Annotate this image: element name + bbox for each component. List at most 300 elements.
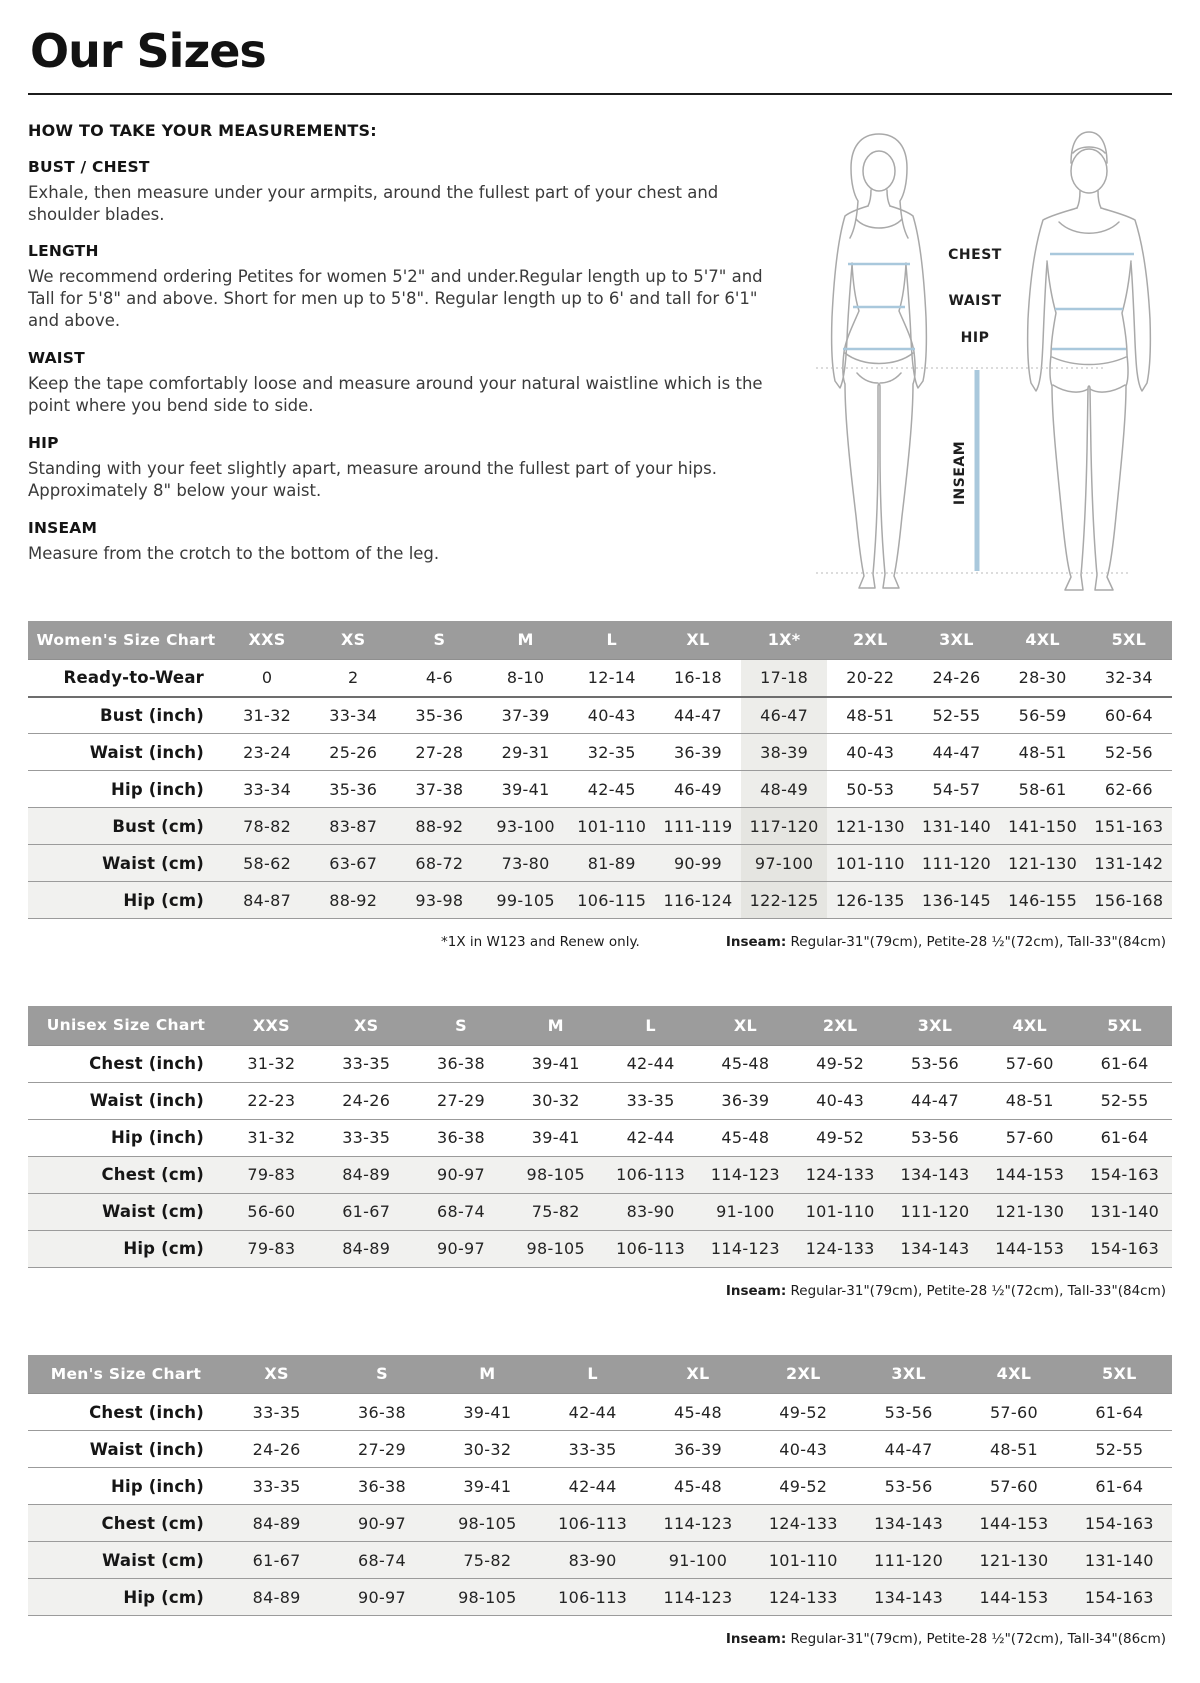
table-row (28, 771, 1172, 808)
page-title: Our Sizes (30, 24, 266, 78)
size-cell: 27-29 (436, 1091, 485, 1111)
size-cell: 53-56 (910, 1128, 959, 1148)
row-label: Hip (inch) (110, 1476, 204, 1496)
row-label: Hip (inch) (110, 1128, 204, 1148)
size-cell: 48-51 (1005, 1091, 1054, 1111)
size-cell: 134-143 (900, 1239, 970, 1259)
size-cell: 141-150 (1008, 816, 1078, 836)
table-row (28, 1579, 1172, 1616)
size-column-header: XXS (224, 621, 310, 660)
size-cell: 56-60 (247, 1202, 296, 1222)
size-cell: 114-123 (710, 1165, 780, 1185)
size-cell: 121-130 (835, 816, 905, 836)
section-body: Measure from the crotch to the bottom of the leg. (28, 544, 440, 564)
chest-label: CHEST (948, 246, 1002, 263)
table-row (28, 1045, 1172, 1082)
size-cell: 61-64 (1095, 1402, 1144, 1422)
size-cell: 42-44 (626, 1128, 675, 1148)
size-cell: 48-51 (846, 705, 895, 725)
section-bust-chest (28, 158, 776, 226)
size-column-header: 2XL (793, 1006, 888, 1045)
size-cell: 48-51 (1018, 742, 1067, 762)
size-cell: 154-163 (1090, 1239, 1160, 1259)
size-cell: 84-89 (252, 1513, 301, 1533)
size-cell: 36-39 (673, 742, 722, 762)
row-label: Waist (inch) (89, 742, 204, 762)
size-cell: 39-41 (463, 1402, 512, 1422)
size-cell: 16-18 (673, 668, 722, 688)
size-column-header: 3XL (856, 1355, 961, 1394)
inseam-note-text: Regular-31"(79cm), Petite-28 ½"(72cm), Tall-33"(84cm) (786, 934, 1166, 951)
size-cell: 36-38 (436, 1054, 485, 1074)
size-cell: 44-47 (673, 705, 722, 725)
size-cell: 144-153 (979, 1513, 1049, 1533)
size-cell: 20-22 (846, 668, 895, 688)
size-cell: 99-105 (496, 890, 555, 910)
size-cell: 121-130 (979, 1550, 1049, 1570)
size-cell: 58-62 (243, 853, 292, 873)
size-cell: 60-64 (1104, 705, 1153, 725)
inseam-note-label: Inseam: (725, 934, 787, 951)
size-cell: 93-98 (415, 890, 464, 910)
waist-label: WAIST (948, 292, 1002, 309)
inseam-note (726, 934, 1166, 950)
size-cell: 33-35 (626, 1091, 675, 1111)
size-cell: 42-45 (587, 779, 636, 799)
row-label: Bust (inch) (100, 705, 204, 725)
one-x-footnote: *1X in W123 and Renew only. (441, 934, 640, 951)
measurement-instructions (28, 119, 776, 603)
hip-label: HIP (960, 329, 990, 346)
size-column-header: XS (310, 621, 396, 660)
size-cell: 53-56 (884, 1402, 933, 1422)
size-cell: 101-110 (835, 853, 905, 873)
size-cell: 33-35 (252, 1476, 301, 1496)
size-cell: 30-32 (531, 1091, 580, 1111)
mens-size-chart-section (28, 1355, 1172, 1648)
instructions-heading: HOW TO TAKE YOUR MEASUREMENTS: (28, 120, 377, 140)
size-cell: 33-34 (243, 779, 292, 799)
size-cell: 40-43 (779, 1439, 828, 1459)
size-cell: 45-48 (721, 1054, 770, 1074)
size-cell: 62-66 (1104, 779, 1153, 799)
table-row (28, 1119, 1172, 1156)
section-title: HIP (28, 434, 59, 453)
size-cell: 98-105 (526, 1239, 586, 1259)
size-cell: 61-67 (342, 1202, 391, 1222)
table-row (28, 1230, 1172, 1267)
size-cell: 126-135 (835, 890, 905, 910)
size-column-header: S (414, 1006, 509, 1045)
table-row (28, 1156, 1172, 1193)
size-cell: 111-120 (921, 853, 991, 873)
size-cell: 84-89 (342, 1239, 391, 1259)
size-cell: 31-32 (247, 1128, 296, 1148)
size-cell: 88-92 (329, 890, 378, 910)
womens-size-table (28, 621, 1172, 920)
size-cell: 37-38 (415, 779, 464, 799)
size-cell: 111-119 (663, 816, 733, 836)
size-cell: 124-133 (805, 1165, 875, 1185)
size-cell: 101-110 (768, 1550, 838, 1570)
size-cell: 93-100 (496, 816, 555, 836)
size-cell: 57-60 (1005, 1054, 1054, 1074)
table-row (28, 1542, 1172, 1579)
size-column-header: 2XL (751, 1355, 856, 1394)
size-cell: 106-113 (616, 1239, 686, 1259)
size-cell: 36-38 (357, 1476, 406, 1496)
row-label: Hip (cm) (123, 1587, 204, 1607)
size-cell: 116-124 (663, 890, 733, 910)
size-cell: 49-52 (816, 1054, 865, 1074)
size-cell: 98-105 (458, 1513, 517, 1533)
section-hip (28, 434, 776, 502)
table-row (28, 1431, 1172, 1468)
size-cell: 97-100 (741, 845, 827, 882)
size-cell: 40-43 (846, 742, 895, 762)
size-cell: 42-44 (568, 1402, 617, 1422)
size-cell: 111-120 (874, 1550, 944, 1570)
size-cell: 61-64 (1100, 1054, 1149, 1074)
size-cell: 0 (261, 668, 273, 688)
size-cell: 84-89 (342, 1165, 391, 1185)
table-row (28, 882, 1172, 919)
size-cell: 156-168 (1094, 890, 1164, 910)
size-cell: 33-34 (329, 705, 378, 725)
row-label: Waist (cm) (102, 1550, 204, 1570)
womens-size-chart-section (28, 621, 1172, 951)
size-cell: 22-23 (247, 1091, 296, 1111)
size-cell: 49-52 (816, 1128, 865, 1148)
size-cell: 30-32 (463, 1439, 512, 1459)
size-cell: 68-74 (357, 1550, 406, 1570)
size-cell: 53-56 (910, 1054, 959, 1074)
size-cell: 39-41 (531, 1054, 580, 1074)
inseam-note (726, 1283, 1166, 1299)
size-cell: 68-74 (436, 1202, 485, 1222)
section-waist (28, 349, 776, 417)
body-measurement-diagram-svg (794, 121, 1172, 599)
size-cell: 151-163 (1094, 816, 1164, 836)
size-cell: 61-67 (252, 1550, 301, 1570)
size-column-header: 4XL (982, 1006, 1077, 1045)
size-column-header: XXS (224, 1006, 319, 1045)
size-cell: 134-143 (874, 1587, 944, 1607)
row-label: Bust (cm) (112, 816, 204, 836)
size-cell: 4-6 (425, 668, 453, 688)
size-cell: 63-67 (329, 853, 378, 873)
size-cell: 39-41 (463, 1476, 512, 1496)
row-label: Chest (cm) (101, 1513, 204, 1533)
size-cell: 81-89 (587, 853, 636, 873)
unisex-size-chart-section (28, 1006, 1172, 1299)
size-cell: 42-44 (626, 1054, 675, 1074)
size-cell: 24-26 (342, 1091, 391, 1111)
size-cell: 27-29 (357, 1439, 406, 1459)
size-cell: 39-41 (531, 1128, 580, 1148)
female-silhouette (832, 134, 927, 588)
reference-dotted-lines (816, 368, 1128, 573)
mens-size-table (28, 1355, 1172, 1617)
size-column-header: 5XL (1067, 1355, 1172, 1394)
size-cell: 144-153 (995, 1165, 1065, 1185)
inseam-note-label: Inseam: (725, 1282, 787, 1299)
size-column-header: L (540, 1355, 645, 1394)
size-column-header: 3XL (913, 621, 999, 660)
row-label: Waist (cm) (102, 853, 204, 873)
size-cell: 90-97 (357, 1587, 406, 1607)
size-cell: 144-153 (979, 1587, 1049, 1607)
section-body: Standing with your feet slightly apart, measure around the fullest part of your hips. Approximately 8" below your waist. (28, 459, 717, 501)
table-title: Men's Size Chart (28, 1355, 224, 1394)
size-cell: 75-82 (531, 1202, 580, 1222)
table-row (28, 1193, 1172, 1230)
size-cell: 106-113 (558, 1587, 628, 1607)
size-cell: 17-18 (741, 660, 827, 697)
size-column-header: XS (319, 1006, 414, 1045)
row-label: Ready-to-Wear (63, 668, 204, 688)
size-cell: 35-36 (329, 779, 378, 799)
size-cell: 114-123 (663, 1587, 733, 1607)
size-cell: 88-92 (415, 816, 464, 836)
size-cell: 24-26 (252, 1439, 301, 1459)
size-cell: 45-48 (673, 1476, 722, 1496)
table-row (28, 808, 1172, 845)
size-cell: 44-47 (884, 1439, 933, 1459)
section-body: Exhale, then measure under your armpits, around the fullest part of your chest and shoulder blades. (28, 182, 719, 224)
table-row (28, 1082, 1172, 1119)
size-cell: 68-72 (415, 853, 464, 873)
size-column-header: M (483, 621, 569, 660)
size-cell: 52-55 (932, 705, 981, 725)
size-cell: 83-90 (568, 1550, 617, 1570)
size-cell: 90-99 (673, 853, 722, 873)
size-cell: 83-87 (329, 816, 378, 836)
size-cell: 91-100 (668, 1550, 728, 1570)
size-cell: 57-60 (989, 1476, 1038, 1496)
mens-table-notes (28, 1631, 1166, 1647)
size-cell: 154-163 (1084, 1513, 1154, 1533)
size-cell: 90-97 (436, 1239, 485, 1259)
size-cell: 122-125 (741, 882, 827, 919)
size-column-header: 4XL (961, 1355, 1066, 1394)
size-cell: 33-35 (342, 1054, 391, 1074)
size-cell: 91-100 (716, 1202, 775, 1222)
size-cell: 101-110 (577, 816, 647, 836)
size-cell: 114-123 (663, 1513, 733, 1533)
size-column-header: M (508, 1006, 603, 1045)
size-cell: 83-90 (626, 1202, 675, 1222)
size-cell: 53-56 (884, 1476, 933, 1496)
size-cell: 131-140 (1084, 1550, 1154, 1570)
row-label: Hip (cm) (123, 890, 204, 910)
size-cell: 25-26 (329, 742, 378, 762)
size-cell: 124-133 (768, 1513, 838, 1533)
size-cell: 23-24 (243, 742, 292, 762)
unisex-size-table (28, 1006, 1172, 1268)
size-cell: 73-80 (501, 853, 550, 873)
size-cell: 121-130 (995, 1202, 1065, 1222)
size-cell: 124-133 (768, 1587, 838, 1607)
section-inseam (28, 519, 776, 565)
size-cell: 33-35 (342, 1128, 391, 1148)
size-cell: 144-153 (995, 1239, 1065, 1259)
size-cell: 154-163 (1084, 1587, 1154, 1607)
size-cell: 136-145 (921, 890, 991, 910)
size-column-header: 3XL (888, 1006, 983, 1045)
table-row (28, 1505, 1172, 1542)
section-title: WAIST (28, 349, 85, 368)
size-cell: 8-10 (506, 668, 545, 688)
size-cell: 90-97 (436, 1165, 485, 1185)
row-label: Chest (inch) (89, 1402, 204, 1422)
table-row (28, 660, 1172, 697)
size-cell: 36-39 (673, 1439, 722, 1459)
size-cell: 35-36 (415, 705, 464, 725)
size-cell: 40-43 (816, 1091, 865, 1111)
size-cell: 29-31 (501, 742, 550, 762)
male-silhouette (1028, 132, 1151, 590)
section-title: LENGTH (28, 242, 99, 261)
size-cell: 84-87 (243, 890, 292, 910)
section-title: INSEAM (28, 519, 98, 538)
size-cell: 54-57 (932, 779, 981, 799)
inseam-note-text: Regular-31"(79cm), Petite-28 ½"(72cm), Tall-34"(86cm) (786, 1631, 1166, 1648)
size-cell: 44-47 (910, 1091, 959, 1111)
size-column-header: XL (655, 621, 741, 660)
size-column-header: L (603, 1006, 698, 1045)
row-label: Waist (cm) (102, 1202, 204, 1222)
section-title: BUST / CHEST (28, 157, 150, 176)
size-column-header: 5XL (1086, 621, 1172, 660)
size-cell: 12-14 (587, 668, 636, 688)
size-cell: 154-163 (1090, 1165, 1160, 1185)
size-column-header: 1X* (741, 621, 827, 660)
size-cell: 52-55 (1095, 1439, 1144, 1459)
size-cell: 117-120 (741, 808, 827, 845)
size-cell: 124-133 (805, 1239, 875, 1259)
unisex-table-notes (28, 1283, 1166, 1299)
size-column-header: S (396, 621, 482, 660)
size-cell: 36-38 (436, 1128, 485, 1148)
size-cell: 49-52 (779, 1476, 828, 1496)
size-cell: 58-61 (1018, 779, 1067, 799)
size-column-header: XL (698, 1006, 793, 1045)
womens-table-notes (28, 934, 1166, 950)
row-label: Waist (inch) (89, 1091, 204, 1111)
size-cell: 38-39 (741, 734, 827, 771)
table-row (28, 1468, 1172, 1505)
size-cell: 75-82 (463, 1550, 512, 1570)
size-cell: 61-64 (1100, 1128, 1149, 1148)
size-cell: 45-48 (673, 1402, 722, 1422)
size-cell: 57-60 (989, 1402, 1038, 1422)
table-row (28, 697, 1172, 734)
table-row (28, 845, 1172, 882)
size-cell: 84-89 (252, 1587, 301, 1607)
title-divider (28, 93, 1172, 95)
size-cell: 79-83 (247, 1165, 296, 1185)
inseam-note-text: Regular-31"(79cm), Petite-28 ½"(72cm), Tall-33"(84cm) (786, 1282, 1166, 1299)
size-cell: 48-49 (741, 771, 827, 808)
size-cell: 33-35 (568, 1439, 617, 1459)
row-label: Hip (cm) (123, 1239, 204, 1259)
size-cell: 121-130 (1008, 853, 1078, 873)
size-cell: 131-142 (1094, 853, 1164, 873)
section-body: We recommend ordering Petites for women 5'2" and under.Regular length up to 5'7" and Tall for 5'8" and above. Short for men up to 5'8". Regular length up to 6' and tall for 6'1" and above. (28, 267, 763, 331)
measurement-figure (794, 119, 1172, 603)
section-body: Keep the tape comfortably loose and measure around your natural waistline which is the point where you bend side to side. (28, 374, 763, 416)
size-cell: 111-120 (900, 1202, 970, 1222)
size-cell: 44-47 (932, 742, 981, 762)
size-column-header: L (569, 621, 655, 660)
size-cell: 28-30 (1018, 668, 1067, 688)
size-cell: 50-53 (846, 779, 895, 799)
size-cell: 78-82 (243, 816, 292, 836)
size-cell: 36-39 (721, 1091, 770, 1111)
size-cell: 56-59 (1018, 705, 1067, 725)
size-cell: 52-55 (1100, 1091, 1149, 1111)
size-cell: 39-41 (501, 779, 550, 799)
size-cell: 106-113 (558, 1513, 628, 1533)
size-cell: 36-38 (357, 1402, 406, 1422)
size-cell: 106-115 (577, 890, 647, 910)
size-cell: 27-28 (415, 742, 464, 762)
size-cell: 146-155 (1008, 890, 1078, 910)
size-column-header: 5XL (1077, 1006, 1172, 1045)
size-cell: 48-51 (989, 1439, 1038, 1459)
size-cell: 114-123 (710, 1239, 780, 1259)
table-row (28, 1394, 1172, 1431)
size-column-header: S (329, 1355, 434, 1394)
size-cell: 32-34 (1104, 668, 1153, 688)
table-row (28, 734, 1172, 771)
row-label: Chest (cm) (101, 1165, 204, 1185)
size-cell: 134-143 (874, 1513, 944, 1533)
size-cell: 24-26 (932, 668, 981, 688)
size-cell: 31-32 (247, 1054, 296, 1074)
size-cell: 106-113 (616, 1165, 686, 1185)
size-cell: 52-56 (1104, 742, 1153, 762)
size-cell: 46-49 (673, 779, 722, 799)
size-cell: 90-97 (357, 1513, 406, 1533)
size-column-header: 2XL (827, 621, 913, 660)
size-cell: 37-39 (501, 705, 550, 725)
size-cell: 79-83 (247, 1239, 296, 1259)
size-cell: 42-44 (568, 1476, 617, 1496)
size-column-header: XS (224, 1355, 329, 1394)
inseam-note (726, 1631, 1166, 1647)
size-cell: 2 (348, 668, 359, 688)
measurement-guide (28, 119, 1172, 603)
size-cell: 33-35 (252, 1402, 301, 1422)
size-column-header: XL (645, 1355, 750, 1394)
size-column-header: M (435, 1355, 540, 1394)
row-label: Hip (inch) (110, 779, 204, 799)
size-cell: 134-143 (900, 1165, 970, 1185)
row-label: Waist (inch) (89, 1439, 204, 1459)
row-label: Chest (inch) (89, 1054, 204, 1074)
size-cell: 49-52 (779, 1402, 828, 1422)
size-cell: 131-140 (921, 816, 991, 836)
size-cell: 98-105 (526, 1165, 586, 1185)
inseam-label: INSEAM (952, 440, 968, 505)
size-column-header: 4XL (1000, 621, 1086, 660)
table-title: Women's Size Chart (28, 621, 224, 660)
inseam-note-label: Inseam: (725, 1631, 787, 1648)
size-cell: 40-43 (587, 705, 636, 725)
size-cell: 131-140 (1090, 1202, 1160, 1222)
